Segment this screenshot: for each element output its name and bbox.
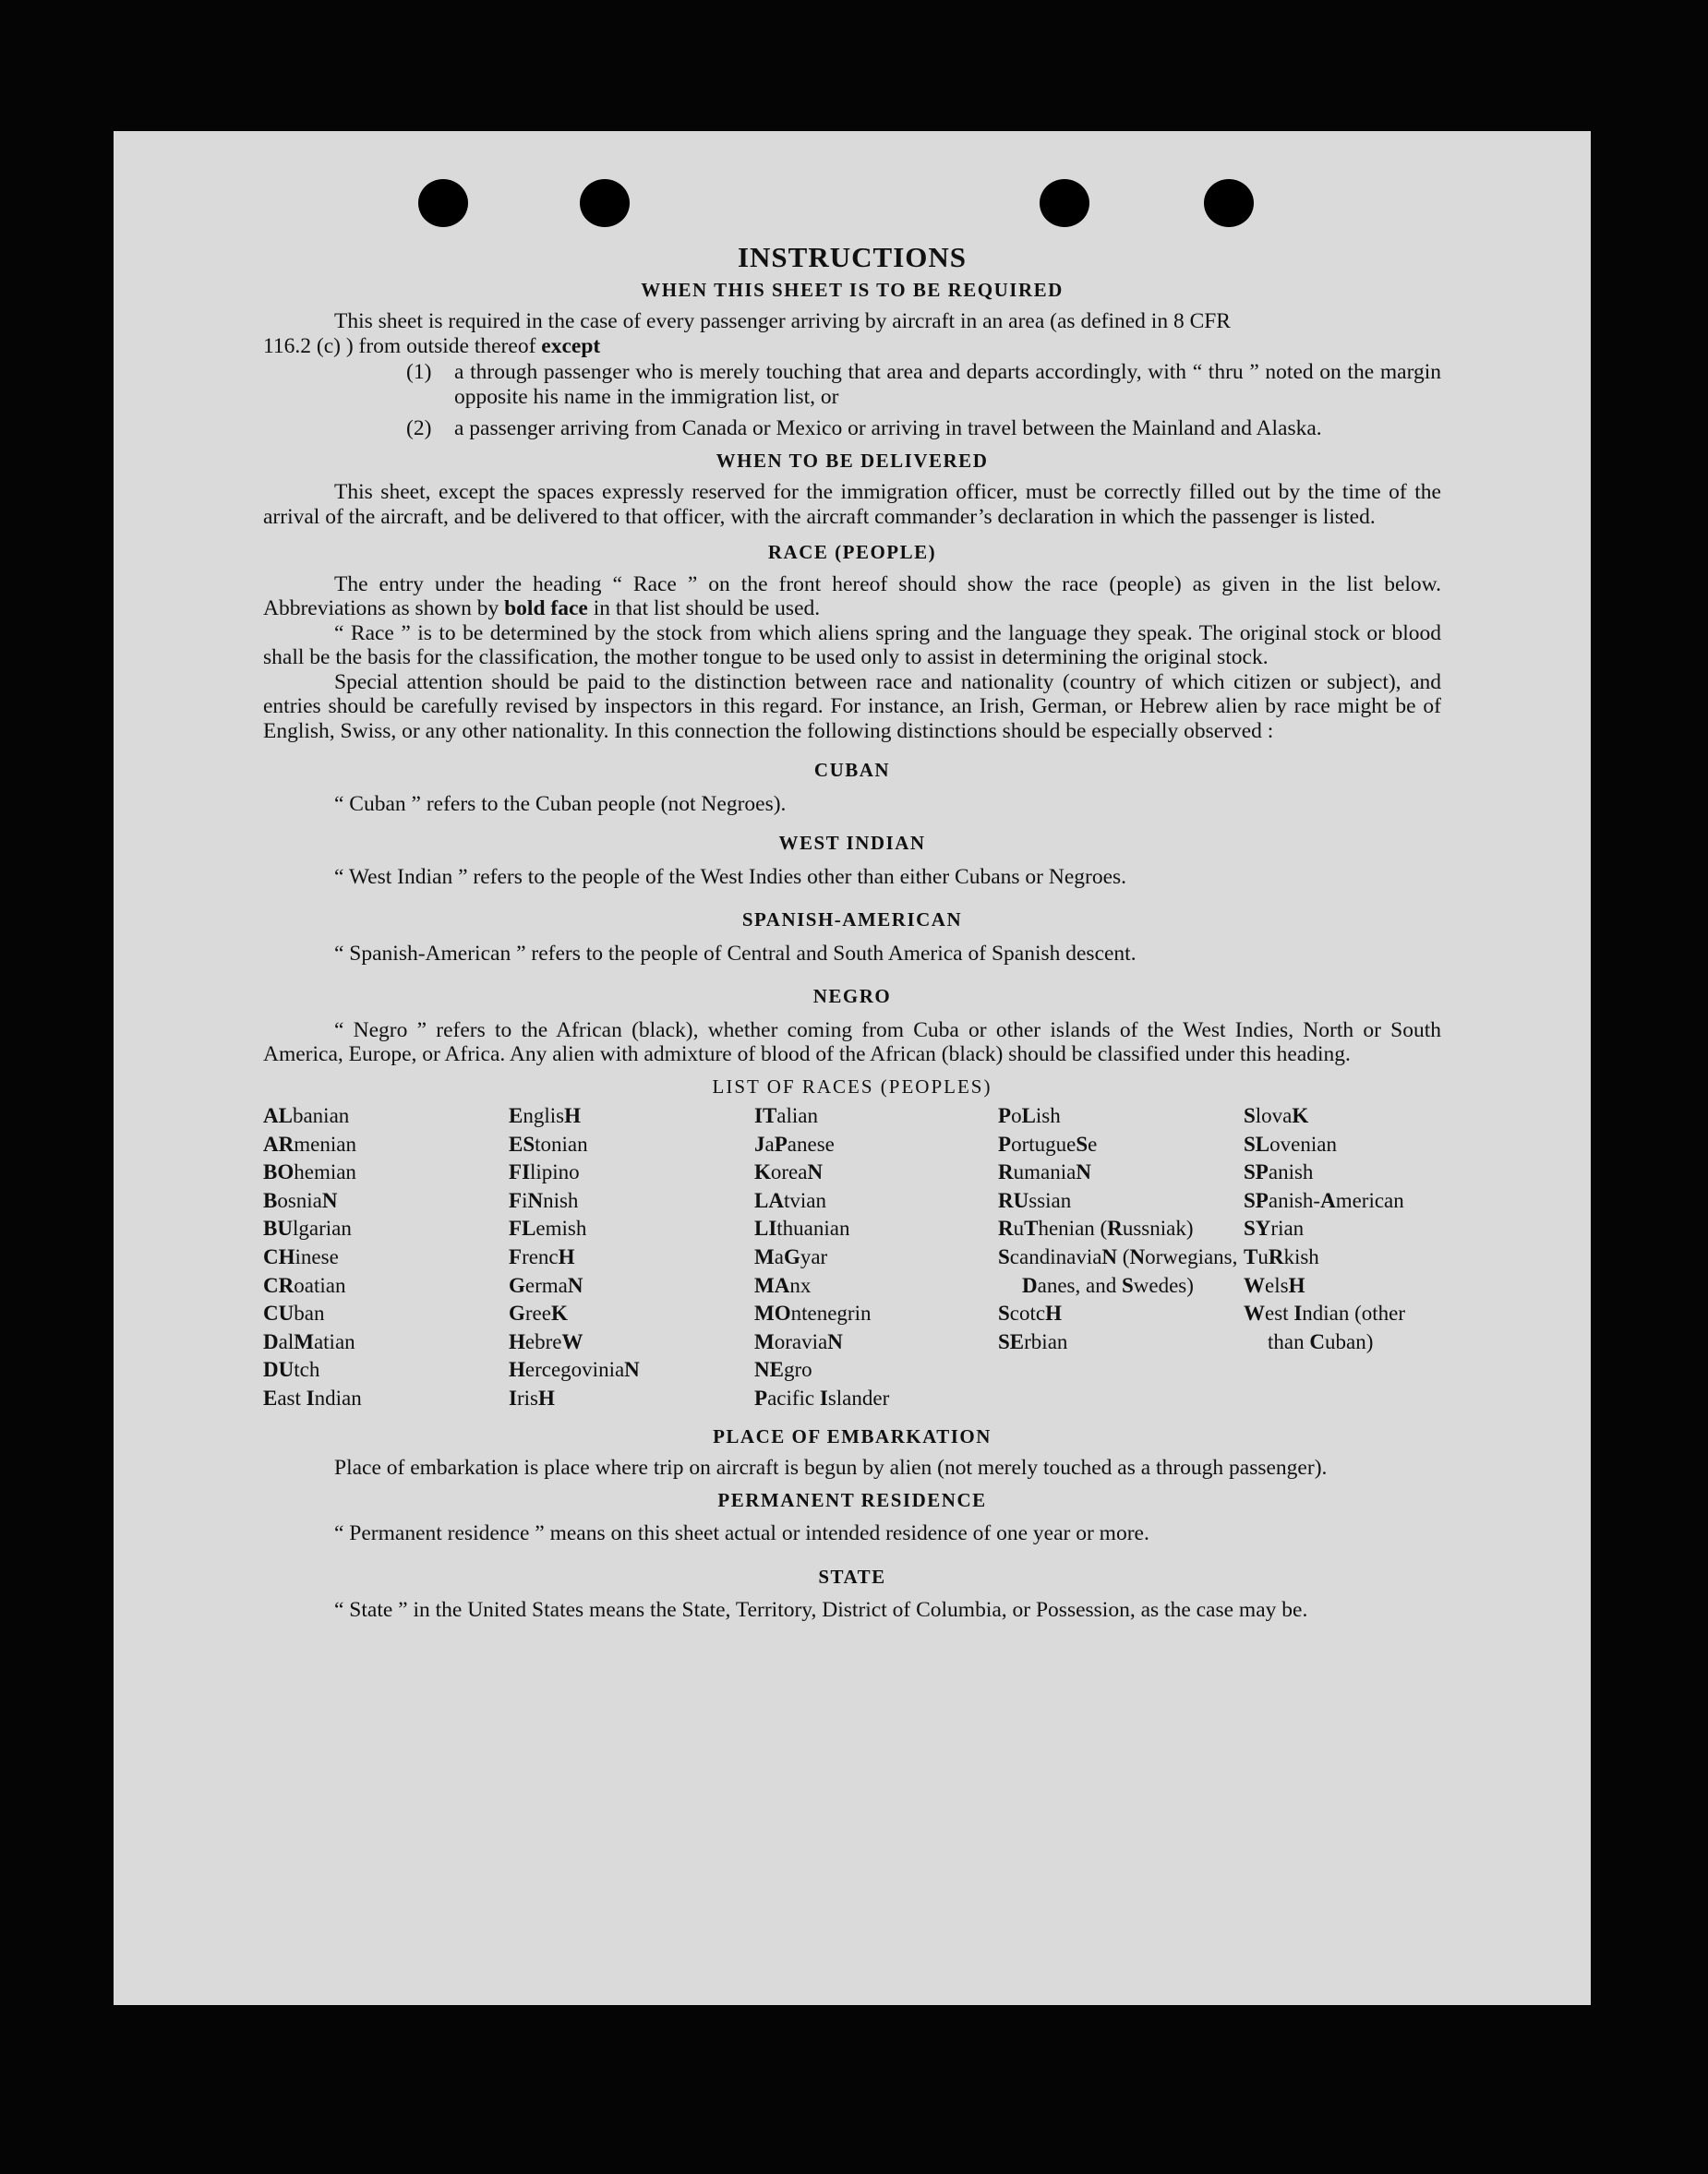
punch-hole [1040,179,1089,227]
race-entry: FIlipino [509,1160,580,1184]
race-entry: SLovenian [1244,1132,1337,1156]
race-entry: GreeK [509,1302,568,1326]
state-text: “ State ” in the United States means the State, Territory, District of Columbia, or Possession, as the case may be. [334,1598,1308,1623]
race-paragraph-3: Special attention should be paid to the distinction between race and nationality (country of which citizen or subject), and entries should be carefully revised by inspectors in this regard. For instance, an Irish, German, or Hebrew alien by race might be of English, Swiss, or any other nationality. In this connection the following distinctions should be especially observed : [263,669,1441,743]
heading-list-of-races: LIST OF RACES (PEOPLES) [712,1075,992,1098]
heading-residence: PERMANENT RESIDENCE [717,1488,987,1511]
race-entry: RuThenian (Russniak) [998,1217,1194,1241]
race-entry: PortugueSe [998,1132,1098,1156]
race-entry: NEgro [754,1358,812,1382]
list-item [406,360,1441,409]
cuban-text: “ Cuban ” refers to the Cuban people (not Negroes). [334,791,787,816]
west-indian-text: “ West Indian ” refers to the people of the West Indies other than either Cubans or Negroes. [334,864,1127,889]
spanish-american-text: “ Spanish-American ” refers to the people of Central and South America of Spanish descent. [334,941,1137,966]
race-entry: BUlgarian [263,1217,352,1241]
races-column [754,1102,998,1413]
race-entry: CUban [263,1302,325,1326]
residence-text: “ Permanent residence ” means on this sheet actual or intended residence of one year or more. [334,1521,1149,1546]
item-number: (2) [406,416,432,440]
race-entry: FrencH [509,1244,575,1268]
race-entry: EnglisH [509,1104,581,1127]
race-entry: ScotcH [998,1302,1062,1326]
heading-race: RACE (PEOPLE) [767,541,937,563]
race-paragraph-1 [263,572,1441,621]
when-required-intro-cont [263,334,1441,359]
race-entry: SPanish [1244,1160,1314,1184]
race-entry: BOhemian [263,1160,356,1184]
race-entry: JaPanese [754,1132,835,1156]
intro-except: except [541,333,601,358]
races-column [998,1102,1244,1413]
race-p1-before: The entry under the heading “ Race ” on the front hereof should show the race (people) as given in the list below. Abbreviations as shown by [263,571,1441,620]
race-entry: IrisH [509,1386,555,1410]
heading-state: STATE [818,1565,886,1588]
race-entry: SErbian [998,1329,1068,1353]
heading-when-delivered: WHEN TO BE DELIVERED [716,449,989,472]
race-entry: TuRkish [1244,1244,1319,1268]
race-paragraph-2: “ Race ” is to be determined by the stock from which aliens spring and the language they speak. The original stock or blood shall be the basis for the classification, the mother tongue to be used only to assist in determining the original stock. [263,620,1441,669]
heading-negro: NEGRO [812,985,892,1007]
race-entry: CHinese [263,1244,339,1268]
race-entry: PoLish [998,1104,1061,1127]
race-entry: GermaN [509,1273,583,1297]
race-entry: MOntenegrin [754,1302,872,1326]
race-entry: EStonian [509,1132,588,1156]
item-text: a through passenger who is merely touching that area and departs accordingly, with “ thru ” noted on the margin opposite his name in the immigration list, or [454,360,1441,409]
race-entry: DUtch [263,1358,320,1382]
race-entry: ScandinaviaN (Norwegians, Danes, and Swedes) [998,1244,1238,1297]
races-column [263,1102,509,1413]
page-title: INSTRUCTIONS [737,241,967,273]
race-entry: West Indian (other than Cuban) [1244,1302,1406,1353]
punch-hole [418,179,468,227]
item-text: a passenger arriving from Canada or Mexico or arriving in travel between the Mainland and Alaska. [454,416,1322,440]
document-page [114,131,1591,2005]
item-number: (1) [406,360,432,384]
race-p1-after: in that list should be used. [593,596,821,620]
race-entry: KoreaN [754,1160,824,1184]
race-entry: ITalian [754,1104,818,1127]
punch-hole [1204,179,1254,227]
race-entry: SYrian [1244,1217,1305,1241]
when-delivered-text: This sheet, except the spaces expressly reserved for the immigration officer, must be correctly filled out by the time of the arrival of the aircraft, and be delivered to that officer, with the aircraft commander’s declaration in which the passenger is listed. [263,480,1441,529]
intro-line-1: This sheet is required in the case of every passenger arriving by aircraft in an area (as defined in 8 CFR [334,309,1231,333]
race-entry: East Indian [263,1386,362,1410]
race-entry: LAtvian [754,1188,826,1212]
race-entry: CRoatian [263,1273,346,1297]
race-entry: Pacific Islander [754,1386,890,1410]
instructions-content [263,241,1441,1623]
heading-when-required: WHEN THIS SHEET IS TO BE REQUIRED [641,278,1064,301]
race-entry: HebreW [509,1329,583,1353]
races-column [1244,1102,1441,1413]
races-column [509,1102,754,1413]
heading-cuban: CUBAN [813,759,891,781]
race-p1-bold: bold face [504,596,588,620]
race-entry: MaGyar [754,1244,828,1268]
race-entry: DalMatian [263,1329,355,1353]
heading-spanish-american: SPANISH-AMERICAN [741,908,963,931]
punch-hole [580,179,630,227]
race-entry: WelsH [1244,1273,1305,1297]
race-entry: BosniaN [263,1188,338,1212]
race-entry: FiNnish [509,1188,579,1212]
embarkation-text: Place of embarkation is place where trip on aircraft is begun by alien (not merely touched as a through passenger). [334,1456,1328,1481]
race-entry: LIthuanian [754,1217,850,1241]
races-list [263,1102,1441,1413]
negro-text: “ Negro ” refers to the African (black), whether coming from Cuba or other islands of the West Indies, North or South America, Europe, or Africa. Any alien with admixture of blood of the African (black) should be classified under this heading. [263,1017,1441,1066]
race-entry: RumaniaN [998,1160,1091,1184]
race-entry: MAnx [754,1273,812,1297]
when-required-intro [263,309,1441,334]
heading-embarkation: PLACE OF EMBARKATION [713,1424,992,1447]
race-entry: RUssian [998,1188,1072,1212]
race-entry: FLemish [509,1217,587,1241]
race-entry: ARmenian [263,1132,356,1156]
race-entry: HercegoviniaN [509,1358,640,1382]
heading-west-indian: WEST INDIAN [778,832,926,854]
race-entry: SlovaK [1244,1104,1309,1127]
race-entry: SPanish-American [1244,1188,1404,1212]
intro-line-2: 116.2 (c) ) from outside thereof [263,333,536,358]
race-entry: MoraviaN [754,1329,843,1353]
race-entry: ALbanian [263,1104,350,1127]
list-item [406,416,1441,441]
